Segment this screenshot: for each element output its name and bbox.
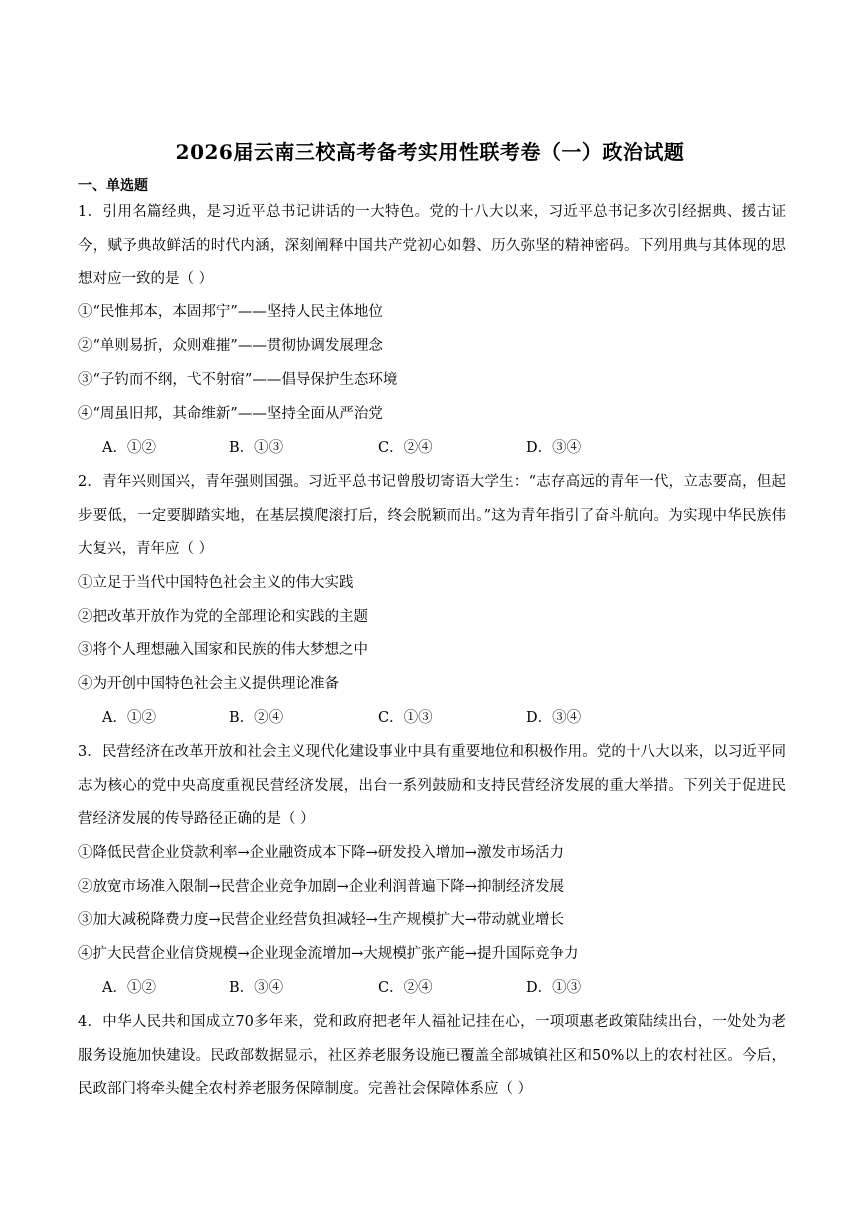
question-2-item-3: ③将个人理想融入国家和民族的伟大梦想之中 bbox=[78, 642, 368, 658]
choice-d[interactable]: D．③④ bbox=[526, 710, 582, 726]
choice-d[interactable]: D．③④ bbox=[526, 440, 582, 456]
question-2-item-4: ④为开创中国特色社会主义提供理论准备 bbox=[78, 676, 339, 692]
choice-a[interactable]: A．①② bbox=[102, 440, 156, 456]
choice-b[interactable]: B．②④ bbox=[229, 710, 284, 726]
question-4-stem: 4．中华人民共和国成立70多年来，党和政府把老年人福祉记挂在心，一项项惠老政策陆续出台，一处处为老服务设施加快建设。民政部数据显示，社区养老服务设施已覆盖全部城镇社区和50%以上的农村社区。今后，民政部门将牵头健全农村养老服务保障制度。完善社会保障体系应（ ） bbox=[78, 1014, 786, 1097]
section-heading: 一、单选题 bbox=[78, 178, 148, 194]
choice-b[interactable]: B．③④ bbox=[229, 980, 284, 996]
question-1-stem: 1．引用名篇经典，是习近平总书记讲话的一大特色。党的十八大以来，习近平总书记多次引经据典、援古证今，赋予典故鲜活的时代内涵，深刻阐释中国共产党初心如磐、历久弥坚的精神密码。下列用典与其体现的思想对应一致的是（ ） bbox=[78, 204, 786, 287]
question-2-item-1: ①立足于当代中国特色社会主义的伟大实践 bbox=[78, 575, 354, 591]
question-3-item-2: ②放宽市场准入限制→民营企业竞争加剧→企业利润普遍下降→抑制经济发展 bbox=[78, 879, 564, 895]
question-1-item-2: ②“单则易折，众则难摧”——贯彻协调发展理念 bbox=[78, 338, 383, 354]
question-1-item-4: ④“周虽旧邦，其命维新”——坚持全面从严治党 bbox=[78, 406, 383, 422]
question-1-item-1: ①“民惟邦本，本固邦宁”——坚持人民主体地位 bbox=[78, 304, 383, 320]
question-3-stem: 3．民营经济在改革开放和社会主义现代化建设事业中具有重要地位和积极作用。党的十八大以来，以习近平同志为核心的党中央高度重视民营经济发展，出台一系列鼓励和支持民营经济发展的重大举措。下列关于促进民营经济发展的传导路径正确的是（ ） bbox=[78, 744, 786, 827]
choice-b[interactable]: B．①③ bbox=[229, 440, 284, 456]
question-2-item-2: ②把改革开放作为党的全部理论和实践的主题 bbox=[78, 609, 368, 625]
choice-c[interactable]: C．②④ bbox=[378, 440, 433, 456]
question-3-item-4: ④扩大民营企业信贷规模→企业现金流增加→大规模扩张产能→提升国际竞争力 bbox=[78, 946, 579, 962]
question-3-item-3: ③加大减税降费力度→民营企业经营负担减轻→生产规模扩大→带动就业增长 bbox=[78, 912, 564, 928]
choice-c[interactable]: C．②④ bbox=[378, 980, 433, 996]
question-2-stem: 2．青年兴则国兴，青年强则国强。习近平总书记曾殷切寄语大学生：“志存高远的青年一代，立志要高，但起步要低，一定要脚踏实地，在基层摸爬滚打后，终会脱颖而出。”这为青年指引了奋斗航向。为实现中华民族伟大复兴，青年应（ ） bbox=[78, 474, 786, 557]
question-3-item-1: ①降低民营企业贷款利率→企业融资成本下降→研发投入增加→激发市场活力 bbox=[78, 845, 564, 861]
choice-a[interactable]: A．①② bbox=[102, 980, 156, 996]
choice-c[interactable]: C．①③ bbox=[378, 710, 433, 726]
choice-d[interactable]: D．①③ bbox=[526, 980, 582, 996]
page-title: 2026届云南三校高考备考实用性联考卷（一）政治试题 bbox=[175, 140, 685, 164]
question-1-item-3: ③“子钓而不纲，弋不射宿”——倡导保护生态环境 bbox=[78, 372, 398, 388]
choice-a[interactable]: A．①② bbox=[102, 710, 156, 726]
